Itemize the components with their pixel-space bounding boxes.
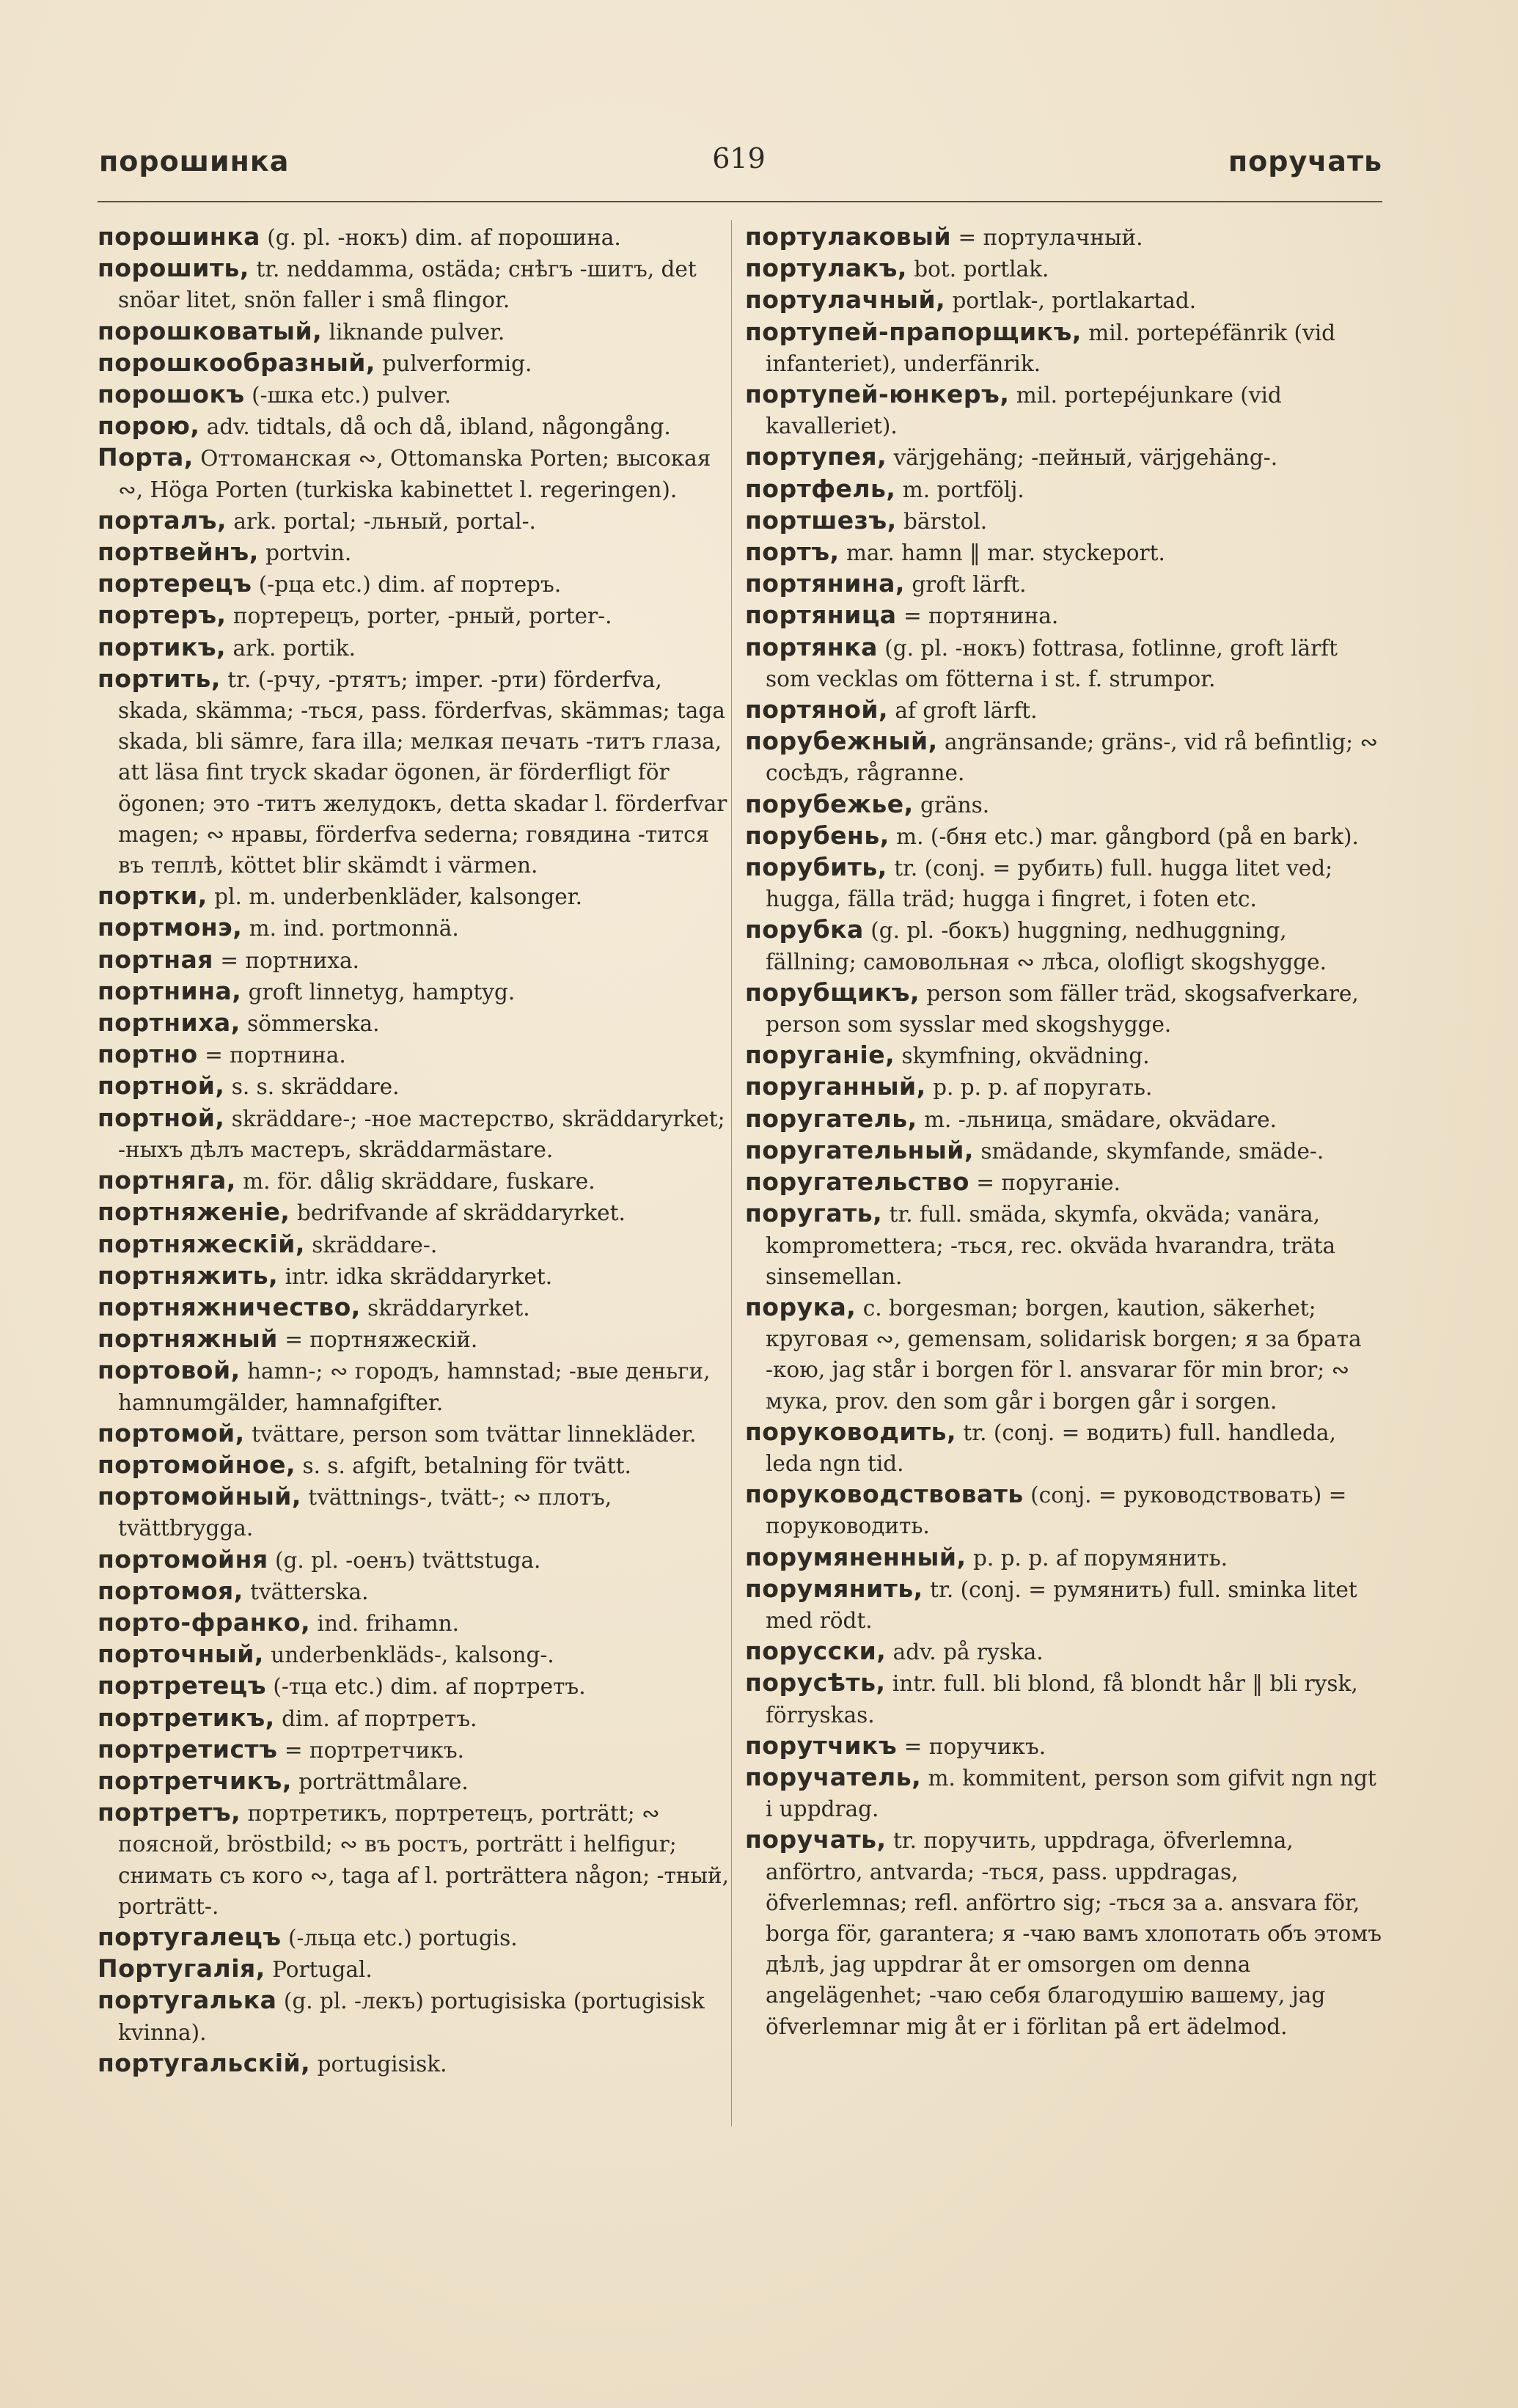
entry-definition: liknande pulver. [322,319,505,345]
entry-headword: порусѣть, [745,1668,886,1697]
dictionary-entry [98,881,731,912]
dictionary-entry [745,1167,1383,1198]
entry-headword: поругатель, [745,1104,917,1133]
entry-headword: портомойня [98,1544,268,1574]
entry-headword: порошить, [98,254,249,283]
dictionary-entry [745,789,1383,821]
entry-definition: = портнина. [197,1043,346,1068]
entry-definition: mil. portepéfänrik (vid infanteriet), underfänrik. [766,320,1336,376]
dictionary-entry [98,664,731,881]
entry-definition: hamn-; ∾ городъ, hamnstad; -вые деньги, hamnumgälder, hamnafgifter. [118,1359,711,1415]
entry-definition: = портянина. [896,603,1059,629]
entry-definition: af groft lärft. [888,698,1038,724]
entry-definition: tvätterska. [243,1579,369,1604]
dictionary-entry [98,1355,731,1417]
dictionary-entry [745,253,1383,285]
dictionary-entry [98,2048,731,2080]
entry-definition: pl. m. underbenkläder, kalsonger. [207,884,582,910]
dictionary-entry [745,317,1383,379]
entry-definition: intr. idka skräddaryrket. [278,1263,553,1289]
entry-definition: m. för. dålig skräddare, fuskare. [235,1169,595,1194]
dictionary-entry [98,1165,731,1197]
entry-headword: портки, [98,881,208,911]
entry-definition: ark. portik. [226,635,356,661]
entry-definition: adv. tidtals, då och då, ibland, någongång. [199,414,671,440]
entry-headword: портняжить, [98,1260,279,1290]
entry-headword: портретчикъ, [98,1766,292,1795]
dictionary-entry [745,694,1383,726]
entry-headword: поругать, [745,1199,883,1228]
entry-headword: портить, [98,664,221,693]
entry-headword: портупея, [745,442,887,471]
dictionary-entry [98,568,731,600]
dictionary-entry [98,379,731,411]
entry-headword: портупей-прапорщикъ, [745,317,1082,346]
entry-definition: angränsande; gräns-, vid rå befintlig; ∾ сосѣдъ, rågranne. [766,730,1379,786]
entry-definition: (g. pl. -бокъ) huggning, nedhuggning, fällning; самовольная ∾ лѣса, olofligt skogshygge. [766,918,1327,974]
entry-definition: tr. (conj. = румянить) full. sminka litet med rödt. [766,1576,1357,1633]
entry-definition: = портняжескій. [277,1327,478,1353]
entry-headword: портулакъ, [745,254,907,283]
entry-headword: порубень, [745,821,890,850]
dictionary-entry [98,316,731,348]
entry-headword: поруганный, [745,1072,926,1101]
dictionary-entry [98,1481,731,1543]
entry-definition: (-тца etc.) dim. af портретъ. [266,1674,586,1700]
dictionary-entry [98,1229,731,1260]
dictionary-entry [98,1576,731,1607]
entry-headword: портно [98,1040,198,1069]
entry-definition: tr. (-рчу, -ртятъ; imper. -рти) förderfva, skada, skämma; -ться, pass. förderfvas, skämmas; taga skada, bli sämre, fara illa; мелкая печать -титъ глаза, att läsa fint tryck skadar ögonen, är förderfligt för ögonen; это -титъ желудокъ, detta skadar l. förderfvar magen; ∾ нравы, förderfva sederna; говядина -тится въ теплѣ, köttet blir skämdt i värmen. [118,667,727,878]
entry-definition: s. s. afgift, betalning för tvätt. [296,1453,631,1478]
entry-definition: underbenkläds-, kalsong-. [263,1642,554,1668]
dictionary-entry [745,726,1383,788]
entry-headword: португальскій, [98,2048,311,2077]
entry-definition: bot. portlak. [906,257,1049,282]
dictionary-entry [98,442,731,504]
entry-headword: порубежный, [745,727,938,756]
entry-headword: портняжный [98,1324,278,1354]
entry-headword: портвейнъ, [98,537,259,567]
right-column [745,221,1383,2042]
entry-headword: порошковатый, [98,316,323,345]
entry-definition: (-шка etc.) pulver. [244,383,452,408]
dictionary-entry [98,1039,731,1071]
dictionary-entry [745,537,1383,568]
dictionary-entry [98,976,731,1007]
entry-headword: порточный, [98,1640,264,1669]
dictionary-entry [98,537,731,568]
entry-headword: портомоя, [98,1576,243,1605]
entry-headword: портретъ, [98,1798,241,1827]
dictionary-entry [98,1766,731,1797]
page-number: 619 [712,142,766,175]
entry-definition: groft linnetyg, hamptyg. [241,979,516,1005]
entry-definition: mar. hamn ‖ mar. styckeport. [839,540,1165,566]
dictionary-entry [98,1670,731,1702]
dictionary-entry [745,505,1383,537]
entry-headword: поруководствовать [745,1480,1024,1509]
entry-definition: skräddare-; -ное мастерство, skräddaryrket; -ныхъ дѣлъ мастеръ, skräddarmästare. [118,1106,725,1162]
dictionary-entry [98,1197,731,1228]
entry-headword: портомой, [98,1418,245,1447]
entry-headword: портянина, [745,569,905,598]
entry-headword: порука, [745,1292,857,1321]
dictionary-entry [98,1071,731,1102]
entry-headword: портнина, [98,976,242,1005]
entry-headword: порошинка [98,222,260,251]
entry-definition: skräddaryrket. [360,1295,530,1321]
dictionary-entry [98,505,731,537]
dictionary-entry [745,852,1383,914]
entry-headword: портшезъ, [745,505,897,535]
entry-definition: bärstol. [896,508,988,534]
entry-headword: портной, [98,1071,225,1101]
entry-headword: порубка [745,915,864,944]
entry-definition: (-рца etc.) dim. af портеръ. [252,572,562,598]
dictionary-entry [745,1040,1383,1071]
entry-headword: портняга, [98,1166,236,1195]
dictionary-entry [745,1542,1383,1574]
dictionary-entry [98,632,731,664]
entry-definition: intr. full. bli blond, få blondt hår ‖ bli rysk, förryskas. [766,1671,1358,1728]
entry-definition: adv. på ryska. [886,1640,1044,1665]
entry-definition: m. ind. portmonnä. [242,916,459,941]
entry-headword: порошкообразный, [98,348,375,377]
entry-headword: португалецъ [98,1922,282,1951]
entry-definition: ark. portal; -льный, portal-. [227,508,536,534]
dictionary-entry [98,1544,731,1576]
dictionary-entry [98,600,731,631]
entry-definition: портретикъ, портретецъ, porträtt; ∾ поясной, bröstbild; ∾ въ ростъ, porträtt i helfigur; снимать съ кого ∾, taga af l. porträttera någon; -тный, porträtt-. [118,1801,729,1919]
entry-definition: ind. frihamn. [310,1610,459,1636]
dictionary-entry [98,221,731,253]
dictionary-entry [745,1667,1383,1730]
entry-definition: portvin. [258,540,352,566]
column-divider [731,220,732,2126]
entry-definition: gräns. [913,792,990,818]
entry-headword: портяной, [745,695,889,724]
dictionary-entry [98,1922,731,1953]
dictionary-entry [745,600,1383,631]
entry-definition: groft lärft. [904,572,1027,598]
dictionary-entry [98,1007,731,1039]
entry-definition: porträttmålare. [291,1769,469,1794]
dictionary-entry [98,1734,731,1766]
dictionary-entry [745,379,1383,441]
dictionary-entry [745,474,1383,505]
dictionary-entry [745,285,1383,316]
dictionary-entry [745,1574,1383,1636]
entry-headword: портная [98,944,213,974]
entry-headword: портняжескій, [98,1229,305,1258]
entry-definition: (conj. = руководствовать) = поруководить. [766,1483,1347,1539]
dictionary-entry [98,1324,731,1355]
entry-headword: портянка [745,632,878,661]
dictionary-entry [745,1198,1383,1292]
entry-definition: m. -льница, smädare, okvädare. [917,1106,1277,1132]
dictionary-entry [98,1953,731,1985]
entry-headword: портупей-юнкеръ, [745,380,1010,409]
entry-headword: порубщикъ, [745,977,920,1007]
dictionary-entry [98,1292,731,1324]
entry-headword: портикъ, [98,632,227,661]
dictionary-entry [98,1797,731,1922]
entry-headword: портняженіе, [98,1197,290,1227]
dictionary-entry [98,1639,731,1670]
dictionary-entry [98,944,731,976]
entry-headword: портниха, [98,1008,241,1038]
entry-definition: = портретчикъ. [277,1737,464,1763]
entry-definition: m. kommitent, person som gifvit ngn ngt i uppdrag. [766,1765,1376,1822]
entry-headword: портерецъ [98,569,252,598]
entry-headword: порошокъ [98,380,245,409]
entry-definition: s. s. skräddare. [224,1074,400,1100]
entry-headword: поругательство [745,1167,969,1197]
entry-definition: = поруганіе. [969,1170,1121,1196]
entry-headword: поручатель, [745,1762,922,1791]
dictionary-entry [98,1985,731,2047]
entry-definition: tr. поручить, uppdraga, öfverlemna, anförtro, antvarda; -ться, pass. uppdragas, öfverlemnas; refl. anförtro sig; -ться за a. ansvara för, borga för, garantera; я -чаю вамъ хлопотать объ этомъ дѣлѣ, jag uppdrar åt er omsorgen om denna angelägenhet; -чаю себя благодушію вашему, jag öfverlemnar mig åt er i förlitan på ert ädelmod. [766,1828,1382,2039]
entry-definition: = поручикъ. [897,1733,1046,1759]
entry-definition: p. p. p. af поругать. [925,1075,1153,1101]
entry-headword: порубежье, [745,789,914,818]
entry-headword: порумяненный, [745,1542,967,1571]
entry-headword: поругательный, [745,1135,974,1164]
entry-definition: sömmerska. [240,1011,380,1037]
dictionary-entry [745,1730,1383,1762]
entry-headword: портулачный, [745,285,946,315]
entry-headword: портомойное, [98,1450,296,1479]
entry-definition: (-льца etc.) portugis. [281,1925,518,1950]
entry-headword: поручать, [745,1825,887,1854]
dictionary-entry [98,348,731,379]
entry-definition: tr. neddamma, ostäda; снѣгъ -шитъ, det snöar litet, snön faller i små flingor. [118,257,697,313]
dictionary-entry [98,253,731,315]
header-rule [98,201,1382,202]
dictionary-entry [745,1135,1383,1167]
entry-definition: tvättare, person som tvättar linnekläder. [244,1421,697,1447]
entry-definition: smädande, skymfande, smäde-. [973,1138,1324,1164]
dictionary-entry [745,1824,1383,2041]
page-header [95,142,1382,197]
dictionary-entry [745,441,1383,473]
entry-definition: tr. (conj. = водить) full. handleda, leda ngn tid. [766,1420,1336,1476]
dictionary-entry [98,1418,731,1450]
entry-headword: портулаковый [745,222,952,251]
entry-definition: bedrifvande af skräddaryrket. [290,1200,626,1226]
entry-headword: портъ, [745,537,840,567]
entry-definition: pulverformig. [375,350,532,376]
entry-definition: портерецъ, porter, -рный, porter-. [226,603,612,629]
entry-headword: порто-франко, [98,1607,311,1637]
dictionary-entry [745,1292,1383,1417]
dictionary-entry [745,568,1383,600]
dictionary-entry [98,912,731,944]
entry-definition: (g. pl. -лекъ) portugisiska (portugisisk kvinna). [118,1989,705,2045]
dictionary-entry [98,411,731,442]
entry-definition: (g. pl. -нокъ) dim. af порошина. [260,225,621,250]
entry-headword: порою, [98,411,200,441]
entry-definition: c. borgesman; borgen, kaution, säkerhet; круговая ∾, gemensam, solidarisk borgen; я за брата -кою, jag står i borgen för l. ansvarar för min bror; ∾ мука, prov. den som går i borgen går i sorgen. [766,1295,1362,1414]
entry-definition: person som fäller träd, skogsafverkare, person som sysslar med skogshygge. [766,980,1359,1038]
entry-headword: портретикъ, [98,1703,275,1732]
entry-definition: = портулачный. [951,225,1143,250]
dictionary-entry [745,1071,1383,1103]
entry-headword: портомойный, [98,1482,301,1511]
entry-definition: Оттоманская ∾, Ottomanska Porten; высокая ∾, Höga Porten (turkiska kabinettet l. regeringen). [118,446,711,502]
dictionary-entry [98,1607,731,1639]
dictionary-entry [745,977,1383,1040]
dictionary-entry [745,221,1383,253]
entry-definition: Portugal. [265,1957,373,1983]
entry-definition: portlak-, portlakartad. [945,288,1197,314]
entry-definition: mil. portepéjunkare (vid kavalleriet). [766,383,1282,439]
dictionary-entry [745,1636,1383,1667]
entry-definition: skymfning, okvädning. [895,1043,1150,1069]
entry-definition: = портниха. [213,947,360,973]
entry-headword: портретецъ [98,1671,266,1700]
header-last-word: поручать [1228,145,1382,177]
entry-headword: портяница [745,601,897,630]
entry-headword: портняжничество, [98,1292,361,1321]
entry-definition: portugisisk. [310,2051,447,2077]
entry-headword: порталъ, [98,505,227,535]
left-column [98,221,731,2080]
entry-headword: Порта, [98,443,194,472]
entry-headword: порусски, [745,1637,887,1666]
entry-headword: портретистъ [98,1734,278,1763]
entry-headword: портмонэ, [98,913,243,942]
dictionary-entry [98,1103,731,1165]
entry-definition: skräddare-. [304,1232,438,1258]
entry-definition: tr. full. smäda, skymfa, okväda; vanära, kompromettera; -ться, rec. okväda hvarandra, träta sinsemellan. [766,1202,1336,1289]
dictionary-entry [745,1417,1383,1479]
entry-definition: tvättnings-, tvätt-; ∾ плотъ, tvättbrygga. [118,1485,612,1541]
dictionary-entry [98,1450,731,1481]
entry-headword: порубить, [745,853,887,882]
dictionary-entry [98,1260,731,1292]
dictionary-entry [98,1703,731,1734]
dictionary-entry [745,1762,1383,1824]
dictionary-entry [745,1104,1383,1135]
entry-definition: m. portfölj. [895,477,1024,502]
entry-definition: (g. pl. -нокъ) fottrasa, fotlinne, groft lärft som vecklas om fötterna i st. f. strumpor. [766,635,1338,691]
entry-definition: dim. af портретъ. [274,1706,477,1731]
entry-headword: портеръ, [98,601,227,630]
header-first-word: порошинка [99,145,290,177]
dictionary-entry [745,914,1383,977]
entry-headword: поруганіе, [745,1040,895,1070]
entry-definition: värjgehäng; -пейный, värjgehäng-. [887,445,1278,471]
entry-definition: p. p. p. af порумянить. [966,1545,1228,1571]
entry-headword: Португалія, [98,1954,265,1983]
entry-headword: порутчикъ [745,1730,898,1760]
entry-headword: портфель, [745,474,896,503]
entry-headword: портовой, [98,1356,241,1385]
entry-headword: поруководить, [745,1417,957,1446]
entry-headword: порумянить, [745,1574,923,1603]
entry-definition: tr. (conj. = рубить) full. hugga litet ved; hugga, fälla träd; hugga i fingret, i foten etc. [766,856,1333,912]
entry-definition: m. (-бня etc.) mar. gångbord (på en bark). [889,823,1359,849]
dictionary-entry [745,632,1383,694]
dictionary-entry [745,821,1383,852]
dictionary-entry [745,1479,1383,1541]
entry-headword: портной, [98,1103,225,1132]
entry-definition: (g. pl. -оенъ) tvättstuga. [268,1547,541,1573]
entry-headword: португалька [98,1986,277,2015]
